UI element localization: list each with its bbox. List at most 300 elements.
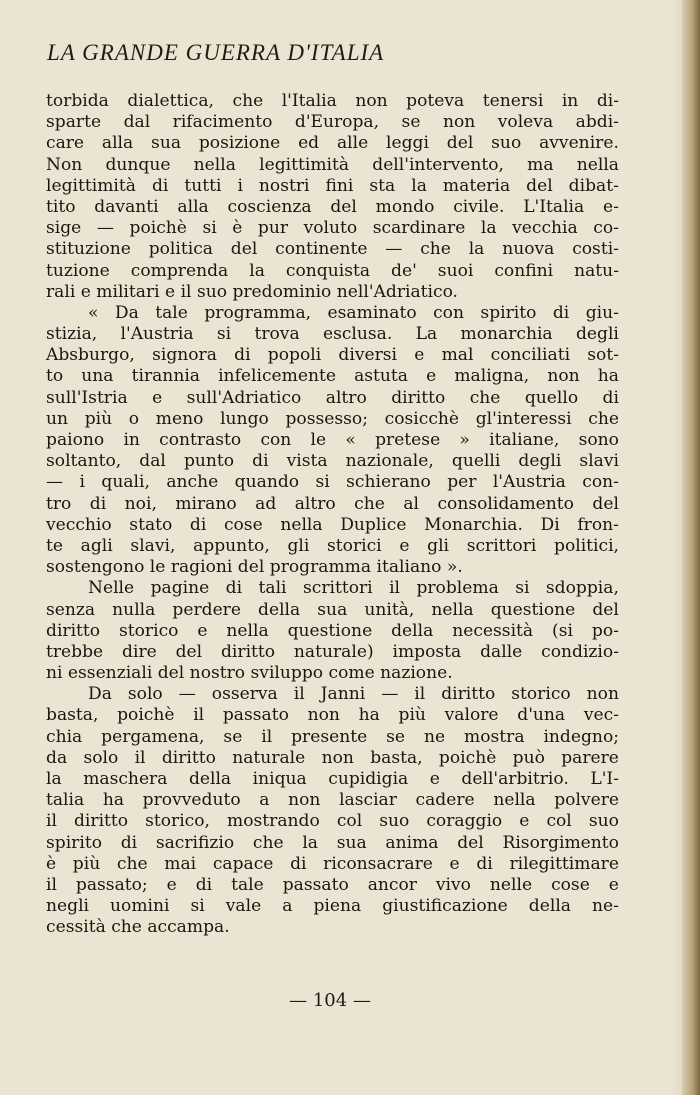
word: altro xyxy=(325,387,367,408)
text-line xyxy=(46,388,619,409)
word: confini xyxy=(494,260,554,281)
word: la xyxy=(46,769,62,789)
word: le xyxy=(310,430,327,450)
word: nella xyxy=(280,514,323,535)
word: d'una xyxy=(517,705,566,726)
word: diritto xyxy=(220,641,276,662)
word: lasciar xyxy=(339,790,397,811)
word: senza xyxy=(46,599,96,620)
word: tenersi xyxy=(482,91,544,111)
word: fini xyxy=(325,175,354,196)
word: del xyxy=(446,133,474,154)
word: di xyxy=(476,853,493,874)
word: suo xyxy=(588,811,619,832)
word: del xyxy=(230,239,258,260)
word: storici xyxy=(327,535,382,556)
word: meno xyxy=(155,408,204,429)
word: della xyxy=(188,769,232,789)
word: te xyxy=(46,535,63,556)
word: infelicemente xyxy=(218,366,336,387)
word: — xyxy=(381,684,399,705)
word: e xyxy=(449,853,460,874)
word: nuova xyxy=(502,239,555,260)
word: Da xyxy=(88,684,112,705)
text-line xyxy=(46,790,619,811)
word: scrittori xyxy=(302,578,373,599)
text-line xyxy=(46,324,619,345)
word: ha xyxy=(358,705,380,726)
word: ed xyxy=(298,133,320,154)
word: slavi, xyxy=(130,535,176,556)
word: i xyxy=(79,472,85,493)
text-line xyxy=(46,769,619,790)
word: quali, xyxy=(101,472,150,493)
text-line xyxy=(46,917,619,938)
word: l'Italia xyxy=(281,91,337,111)
word: pergamena, xyxy=(101,726,205,747)
word: più xyxy=(84,408,113,429)
word: Nelle xyxy=(88,578,135,599)
word: esclusa. xyxy=(322,324,393,345)
word: alla xyxy=(101,133,134,154)
word: che xyxy=(469,387,501,408)
word: nella xyxy=(493,790,536,811)
text-line-content: sostengono le ragioni del programma italiano ». xyxy=(46,557,463,578)
word: talia xyxy=(46,790,85,811)
word: e xyxy=(414,345,425,366)
word: nelle xyxy=(489,874,533,895)
word: cose xyxy=(223,514,263,535)
word: suoi xyxy=(437,260,474,281)
word: si xyxy=(190,896,205,917)
word: questione xyxy=(490,599,576,620)
word: legittimità xyxy=(46,175,136,196)
word: pur xyxy=(257,218,289,239)
word: al xyxy=(403,493,419,514)
text-line xyxy=(46,896,619,917)
word: mal xyxy=(441,345,474,366)
word: una xyxy=(81,366,114,387)
word: materia xyxy=(442,175,511,196)
word: programma, xyxy=(204,302,312,323)
word: civile. xyxy=(453,196,505,217)
word: mirano xyxy=(175,493,237,514)
word: in xyxy=(561,91,579,111)
word: trebbe xyxy=(46,641,104,662)
word: abdi- xyxy=(575,112,619,133)
word: posizione xyxy=(198,133,281,154)
word: sua xyxy=(317,599,348,620)
word: altro xyxy=(294,493,336,514)
word: non xyxy=(288,790,321,811)
word: Absburgo, xyxy=(46,345,135,366)
text-line xyxy=(46,811,619,832)
word: possesso; xyxy=(285,408,368,429)
word: anche xyxy=(166,472,219,493)
word: si xyxy=(202,218,217,239)
word: nostri xyxy=(258,175,310,196)
word: del xyxy=(592,599,619,620)
word: agli xyxy=(80,535,113,556)
word: non xyxy=(547,366,580,387)
word: tutti xyxy=(184,175,222,196)
word: storico, xyxy=(145,811,210,832)
word: astuta xyxy=(354,366,408,387)
word: il xyxy=(46,811,57,832)
word: diritto xyxy=(391,387,446,408)
word: più xyxy=(72,853,101,874)
text-line xyxy=(46,366,619,387)
word: sdoppia, xyxy=(545,578,619,599)
word: e xyxy=(197,620,208,641)
word: L'Italia xyxy=(523,196,585,217)
word: perdere xyxy=(172,599,241,620)
word: dalle xyxy=(480,641,523,662)
word: passato xyxy=(222,705,289,726)
text-line xyxy=(46,854,619,875)
word: è xyxy=(46,853,57,874)
word: vale xyxy=(225,896,262,917)
word: parere xyxy=(561,747,619,768)
text-line-content: cessità che accampa. xyxy=(46,917,230,938)
text-line xyxy=(46,600,619,621)
word: Janni xyxy=(320,684,366,705)
word: si xyxy=(216,324,232,345)
word: con xyxy=(433,302,464,323)
word: nella xyxy=(193,154,236,175)
word: col xyxy=(336,811,363,832)
word: vecchio xyxy=(46,514,112,535)
word: giu- xyxy=(585,302,619,323)
word: paiono xyxy=(46,430,105,450)
word: dunque xyxy=(105,154,171,175)
word: gli xyxy=(287,535,310,556)
text-line xyxy=(46,557,619,578)
word: politica xyxy=(148,239,213,260)
word: vivo xyxy=(435,874,471,895)
word: da xyxy=(46,747,68,768)
word: il xyxy=(389,578,400,599)
word: l'Austria xyxy=(120,324,194,345)
word: degli xyxy=(518,451,562,472)
word: continente xyxy=(275,239,368,260)
word: e xyxy=(166,874,177,895)
word: indegno; xyxy=(543,726,619,747)
word: cadere xyxy=(415,790,475,811)
word: torbida xyxy=(46,91,109,111)
word: alla xyxy=(177,196,209,217)
word: osserva xyxy=(211,684,278,705)
word: con xyxy=(260,430,292,450)
word: coraggio xyxy=(426,811,503,832)
word: dell'arbitrio. xyxy=(461,769,569,789)
word: che xyxy=(116,853,148,874)
text-line xyxy=(46,430,619,451)
word: ad xyxy=(255,493,277,514)
word: problema xyxy=(416,578,499,599)
word: e- xyxy=(603,196,619,217)
word: diritto xyxy=(441,684,496,705)
text-line xyxy=(46,303,619,324)
word: tuzione xyxy=(46,260,110,281)
word: stato xyxy=(129,514,173,535)
word: legittimità xyxy=(259,154,350,175)
text-line xyxy=(46,684,619,705)
word: nella xyxy=(226,620,269,641)
text-line xyxy=(46,536,619,557)
word: passato; xyxy=(75,874,148,895)
word: (si xyxy=(552,620,573,641)
word: dialettica, xyxy=(127,91,214,111)
word: giustificazione xyxy=(382,896,508,917)
word: mostra xyxy=(464,726,525,747)
word: la xyxy=(411,175,427,196)
word: necessità xyxy=(452,620,534,641)
word: anima xyxy=(385,832,439,853)
word: leggi xyxy=(386,133,429,154)
word: per xyxy=(447,472,477,493)
word: capace xyxy=(212,853,274,874)
word: po- xyxy=(591,620,619,641)
running-head: LA GRANDE GUERRA D'ITALIA xyxy=(47,40,385,65)
word: politici, xyxy=(554,535,619,556)
word: davanti xyxy=(94,196,159,217)
word: mondo xyxy=(375,196,435,217)
word: punto xyxy=(183,451,235,472)
word: polvere xyxy=(554,790,619,811)
word: mostrando xyxy=(227,811,320,832)
text-line xyxy=(46,282,619,303)
word: solo xyxy=(83,747,119,768)
text-line xyxy=(46,409,619,430)
word: » xyxy=(459,430,470,450)
body-text xyxy=(46,91,619,939)
word: lungo xyxy=(220,408,269,429)
word: può xyxy=(512,747,545,768)
word: Risorgimento xyxy=(502,832,619,853)
word: dal xyxy=(139,451,166,472)
word: non xyxy=(307,705,340,726)
word: stituzione xyxy=(46,239,131,260)
word: unità, xyxy=(364,599,415,620)
word: soltanto, xyxy=(46,451,122,472)
word: non xyxy=(321,747,354,768)
word: a xyxy=(282,896,293,917)
word: — xyxy=(385,239,403,260)
word: contrasto xyxy=(159,430,242,450)
text-line xyxy=(46,91,619,112)
word: Monarchia. xyxy=(424,514,523,535)
word: provveduto xyxy=(142,790,241,811)
word: tro xyxy=(46,493,72,514)
word: dell'intervento, xyxy=(372,154,504,175)
word: naturale xyxy=(232,747,306,768)
word: scardinare xyxy=(372,218,466,239)
word: — xyxy=(96,218,114,239)
word: e xyxy=(429,769,440,789)
word: voleva xyxy=(497,112,554,133)
word: sta xyxy=(369,175,396,196)
word: vec- xyxy=(583,705,619,726)
word: di xyxy=(234,345,251,366)
word: « xyxy=(345,430,356,450)
word: solo xyxy=(127,684,163,705)
word: basta, xyxy=(370,747,423,768)
word: del xyxy=(175,641,203,662)
word: chia xyxy=(46,726,83,747)
word: quando xyxy=(234,472,300,493)
word: cosicchè xyxy=(384,408,460,429)
word: poichè xyxy=(117,705,175,726)
word: rilegittimare xyxy=(509,853,619,874)
word: della xyxy=(528,896,571,917)
word: è xyxy=(232,218,243,239)
word: cose xyxy=(551,874,590,895)
word: iniqua xyxy=(252,769,307,789)
word: mai xyxy=(164,853,197,874)
word: si xyxy=(515,578,530,599)
text-line xyxy=(46,218,619,239)
word: che xyxy=(252,832,284,853)
word: di- xyxy=(596,91,619,111)
text-line xyxy=(46,748,619,769)
text-line-content: ni essenziali del nostro sviluppo come nazione. xyxy=(46,663,453,684)
word: comprenda xyxy=(130,260,229,281)
word: poichè xyxy=(438,747,497,768)
word: sot- xyxy=(587,345,619,366)
text-line xyxy=(46,642,619,663)
word: nazionale, xyxy=(345,451,434,472)
word: ancor xyxy=(367,874,417,895)
word: dibat- xyxy=(568,175,619,196)
word: signora xyxy=(152,345,217,366)
word: tito xyxy=(46,196,76,217)
word: rifacimento xyxy=(172,112,273,133)
text-line-content: rali e militari e il suo predominio nell'Adriatico. xyxy=(46,281,458,302)
word: il xyxy=(46,874,57,895)
word: tale xyxy=(231,874,264,895)
word: storico xyxy=(511,684,571,705)
word: il xyxy=(293,684,305,705)
word: tali xyxy=(258,578,287,599)
word: ne- xyxy=(592,896,619,917)
word: di xyxy=(552,302,570,323)
word: de' xyxy=(391,260,417,281)
word: Non xyxy=(46,154,83,175)
word: sull'Istria xyxy=(46,387,128,408)
word: imposta xyxy=(392,641,462,662)
word: non xyxy=(355,91,388,111)
word: scrittori xyxy=(466,535,537,556)
word: o xyxy=(128,408,140,429)
word: monarchia xyxy=(460,324,553,345)
word: ma xyxy=(527,154,554,175)
word: nulla xyxy=(112,599,156,620)
word: presente xyxy=(291,726,368,747)
word: quelli xyxy=(451,451,501,472)
word: quello xyxy=(524,387,579,408)
word: diritto xyxy=(73,811,129,832)
word: di xyxy=(602,387,619,408)
word: suo xyxy=(491,133,522,154)
word: la xyxy=(249,260,265,281)
word: spirito xyxy=(480,302,537,323)
word: dal xyxy=(123,112,151,133)
word: sua xyxy=(151,133,182,154)
word: piena xyxy=(313,896,362,917)
word: del xyxy=(330,196,357,217)
word: La xyxy=(415,324,438,345)
word: italiane, xyxy=(489,430,560,450)
word: passato xyxy=(282,874,349,895)
word: slavi xyxy=(579,451,619,472)
word: tale xyxy=(155,302,188,323)
word: della xyxy=(258,599,301,620)
text-line xyxy=(46,239,619,260)
word: riconsacrare xyxy=(323,853,433,874)
word: voluto xyxy=(303,218,358,239)
word: di xyxy=(195,874,213,895)
word: il xyxy=(134,747,146,768)
word: alle xyxy=(336,133,369,154)
word: di xyxy=(252,451,269,472)
word: tirannia xyxy=(131,366,200,387)
page-edge xyxy=(682,0,700,1095)
word: costi- xyxy=(572,239,619,260)
word: — xyxy=(46,472,64,493)
word: schierano xyxy=(346,472,431,493)
word: più xyxy=(398,705,426,726)
word: e xyxy=(608,874,619,895)
word: nella xyxy=(431,599,474,620)
word: del xyxy=(526,175,553,196)
word: vista xyxy=(286,451,328,472)
word: nella xyxy=(576,154,619,175)
word: pretese xyxy=(375,430,441,450)
page-number: — 104 — xyxy=(289,990,371,1011)
word: di xyxy=(89,493,107,514)
word: stizia, xyxy=(46,324,98,345)
text-line xyxy=(46,578,619,599)
word: con- xyxy=(582,472,619,493)
word: consolidamento xyxy=(437,493,574,514)
word: il xyxy=(261,726,273,747)
word: degli xyxy=(575,324,619,345)
word: di xyxy=(120,832,138,853)
word: pagine xyxy=(150,578,210,599)
word: suo xyxy=(379,811,410,832)
word: sua xyxy=(336,832,367,853)
word: vecchia xyxy=(512,218,578,239)
word: gli xyxy=(427,535,450,556)
word: « xyxy=(88,302,99,323)
word: ne xyxy=(423,726,446,747)
word: i xyxy=(237,175,243,196)
word: trova xyxy=(254,324,300,345)
text-line xyxy=(46,133,619,154)
word: che xyxy=(588,408,619,429)
word: noi, xyxy=(124,493,157,514)
text-line xyxy=(46,176,619,197)
word: to xyxy=(46,366,64,387)
word: la xyxy=(480,218,497,239)
text-line xyxy=(46,155,619,176)
text-line xyxy=(46,727,619,748)
word: diritto xyxy=(46,620,101,641)
text-line xyxy=(46,833,619,854)
word: Duplice xyxy=(340,514,407,535)
word: condizio- xyxy=(541,641,619,662)
